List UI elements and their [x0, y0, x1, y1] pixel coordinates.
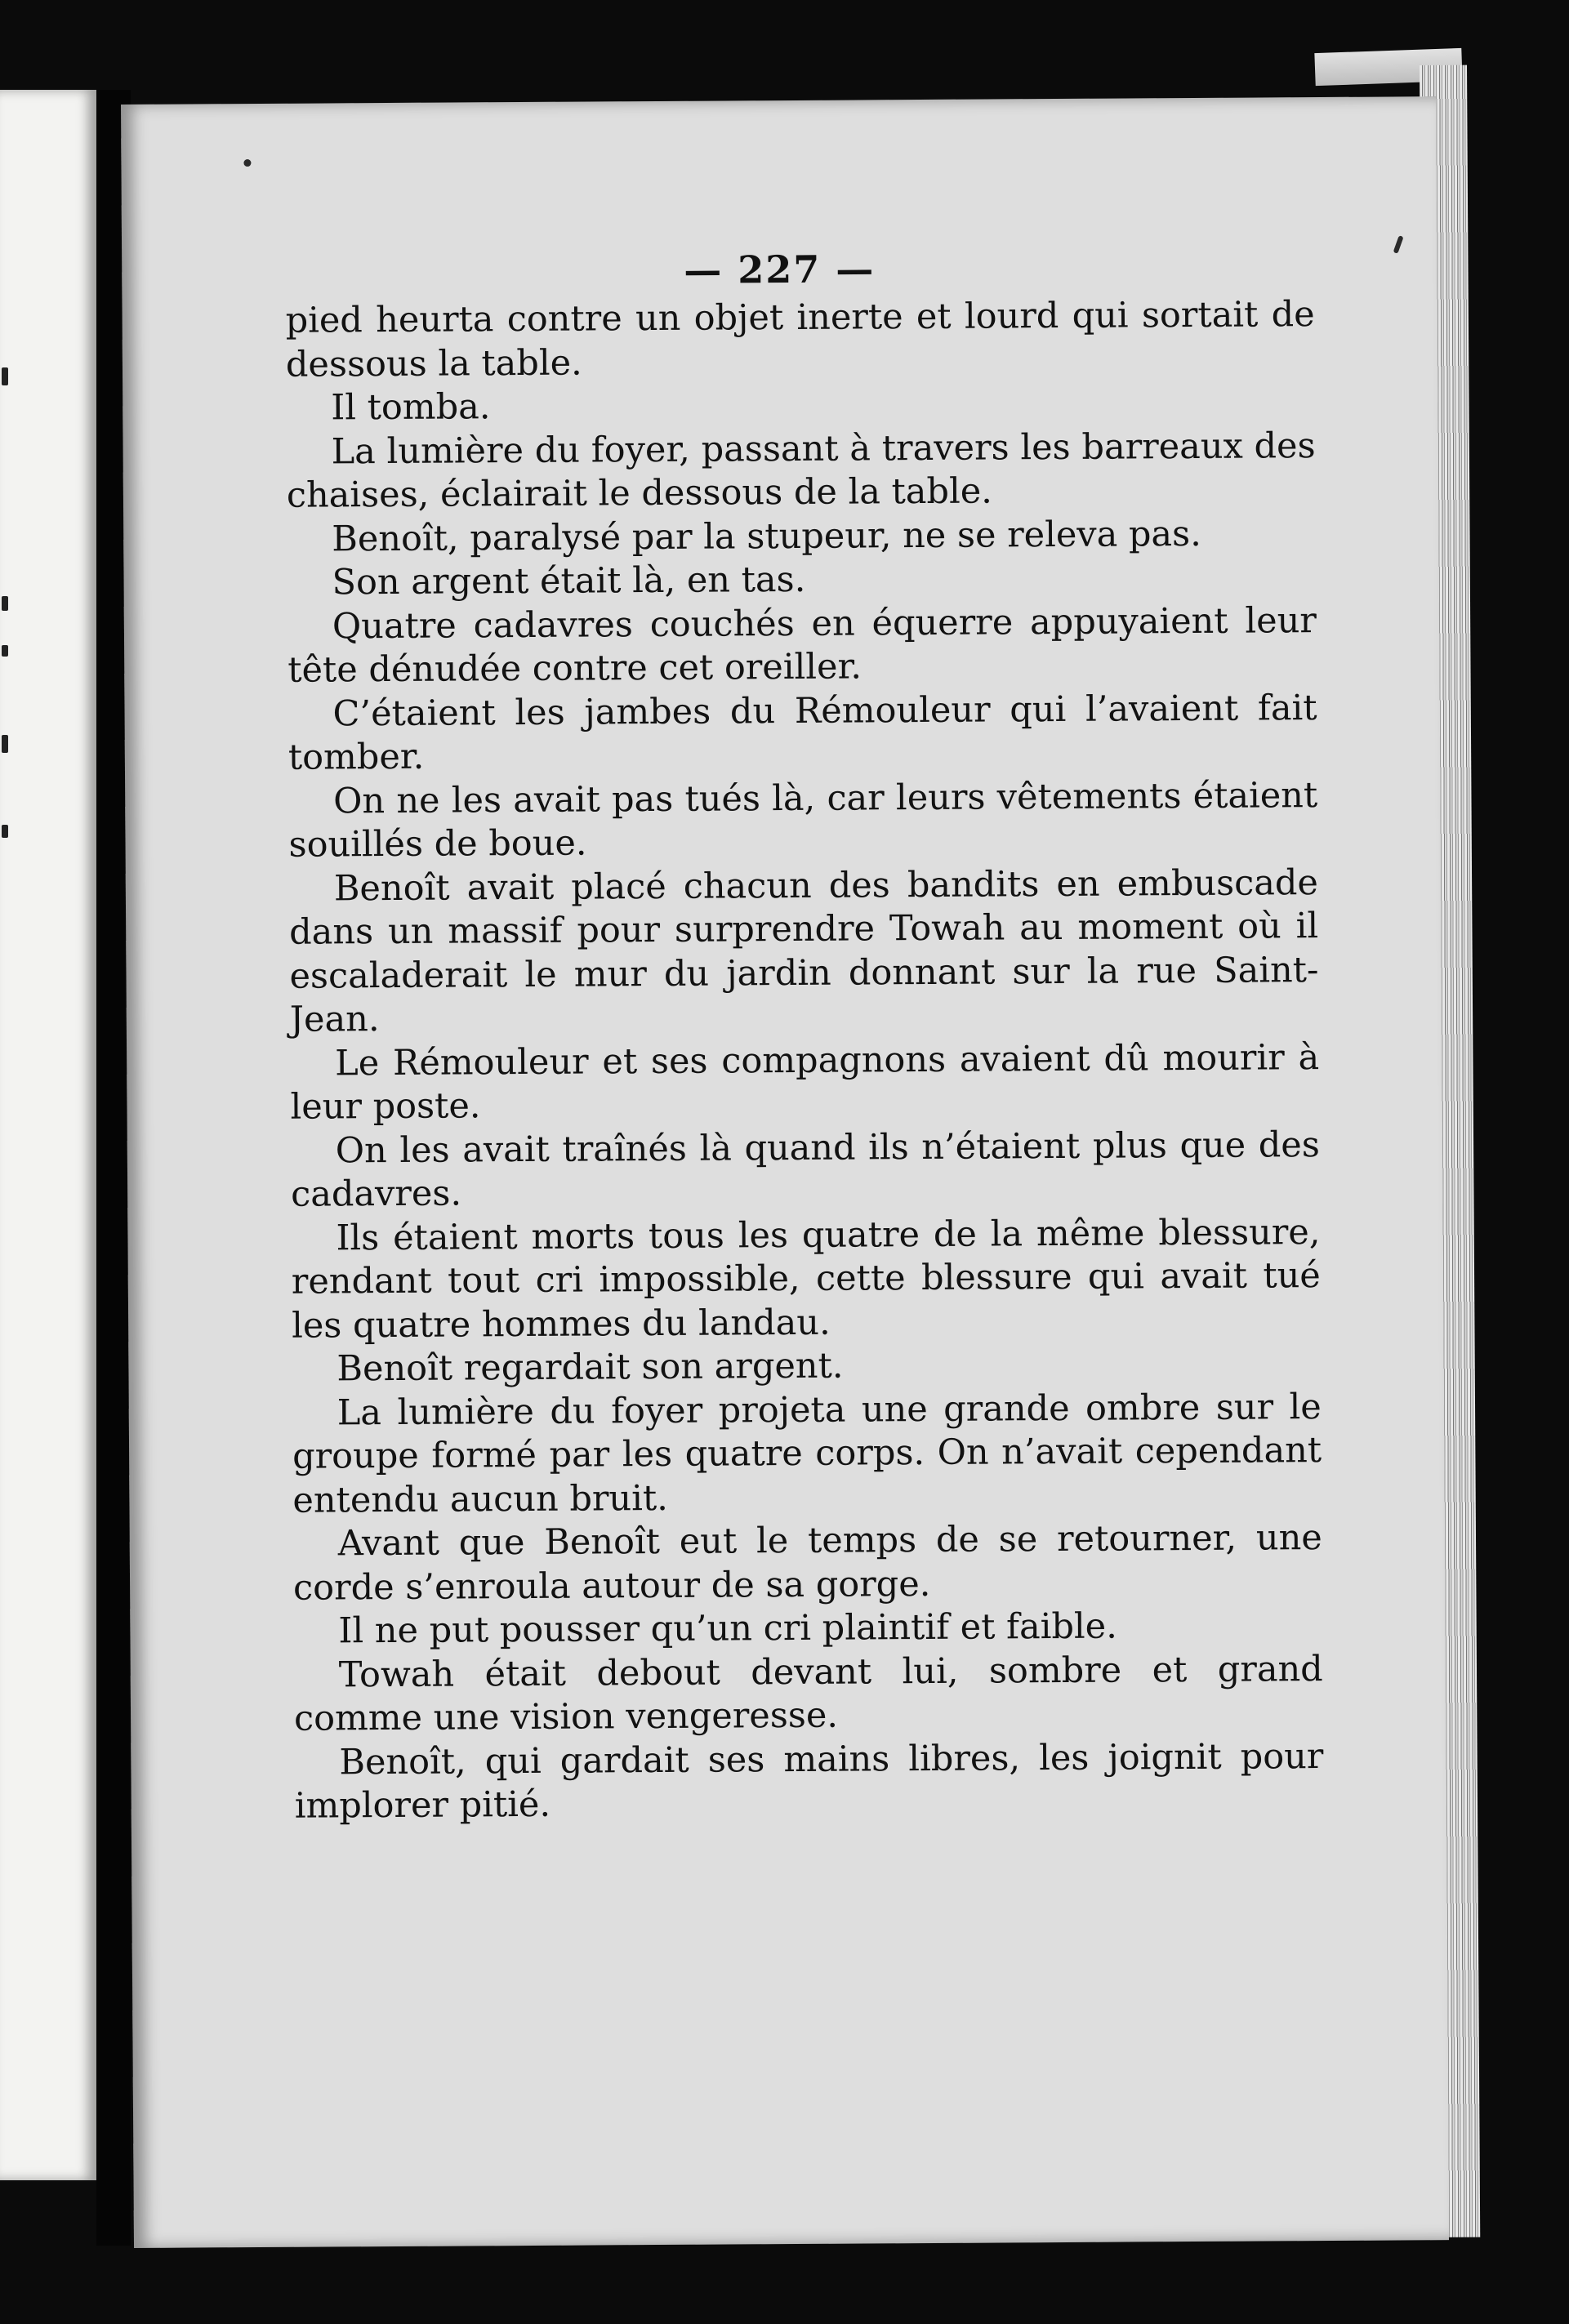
page-number: — 227 — [684, 247, 876, 292]
paragraph: Il tomba. [331, 386, 491, 429]
ink-mark [2, 596, 8, 611]
paragraph: Ils étaient morts tous les quatre de la même blessure, rendant tout cri impossible, cette blessure qui avait tué les quatre hommes du landau. [291, 1211, 1321, 1347]
paragraph: Son argent était là, en tas. [332, 559, 806, 603]
paragraph: Benoît, paralysé par la stupeur, ne se releva pas. [332, 513, 1201, 559]
paragraph: On les avait traînés là quand ils n’étaient plus que des cadavres. [291, 1124, 1320, 1215]
paragraph: pied heurta contre un objet inerte et lourd qui sortait de dessous la table. [285, 294, 1315, 385]
ink-mark [2, 645, 8, 657]
paragraph: Benoît avait placé chacun des bandits en embuscade dans un massif pour surprendre Towah au moment où il escaladerait le mur du jardin donnant sur la rue Saint-Jean. [289, 861, 1319, 1040]
book-page [121, 96, 1449, 2248]
paragraph: La lumière du foyer, passant à travers les barreaux des chaises, éclairait le dessous de la table. [286, 425, 1316, 516]
page-body-text [285, 293, 1323, 1828]
paragraph: C’étaient les jambes du Rémouleur qui l’avaient fait tomber. [288, 687, 1317, 778]
ink-speck [243, 159, 251, 167]
ink-mark [2, 367, 8, 385]
paragraph: Benoît regardait son argent. [337, 1345, 844, 1390]
paragraph: Avant que Benoît eut le temps de se retourner, une corde s’enroula autour de sa gorge. [292, 1517, 1322, 1609]
paragraph: Benoît, qui gardait ses mains libres, les joignit pour implorer pitié. [294, 1735, 1324, 1827]
paragraph: Towah était debout devant lui, sombre et grand comme une vision vengeresse. [293, 1648, 1323, 1739]
paragraph: Quatre cadavres couchés en équerre appuyaient leur tête dénudée contre cet oreiller. [288, 599, 1317, 691]
ink-mark [2, 825, 8, 838]
paragraph: La lumière du foyer projeta une grande ombre sur le groupe formé par les quatre corps. On n’avait cependant entendu aucun bruit. [292, 1386, 1322, 1521]
paragraph: Il ne put pousser qu’un cri plaintif et faible. [338, 1605, 1117, 1652]
paragraph: Le Rémouleur et ses compagnons avaient dû mourir à leur poste. [290, 1036, 1320, 1128]
facing-page-edge [0, 90, 96, 2180]
paragraph: On ne les avait pas tués là, car leurs vêtements étaient souillés de boue. [288, 774, 1318, 866]
ink-mark [2, 735, 8, 753]
